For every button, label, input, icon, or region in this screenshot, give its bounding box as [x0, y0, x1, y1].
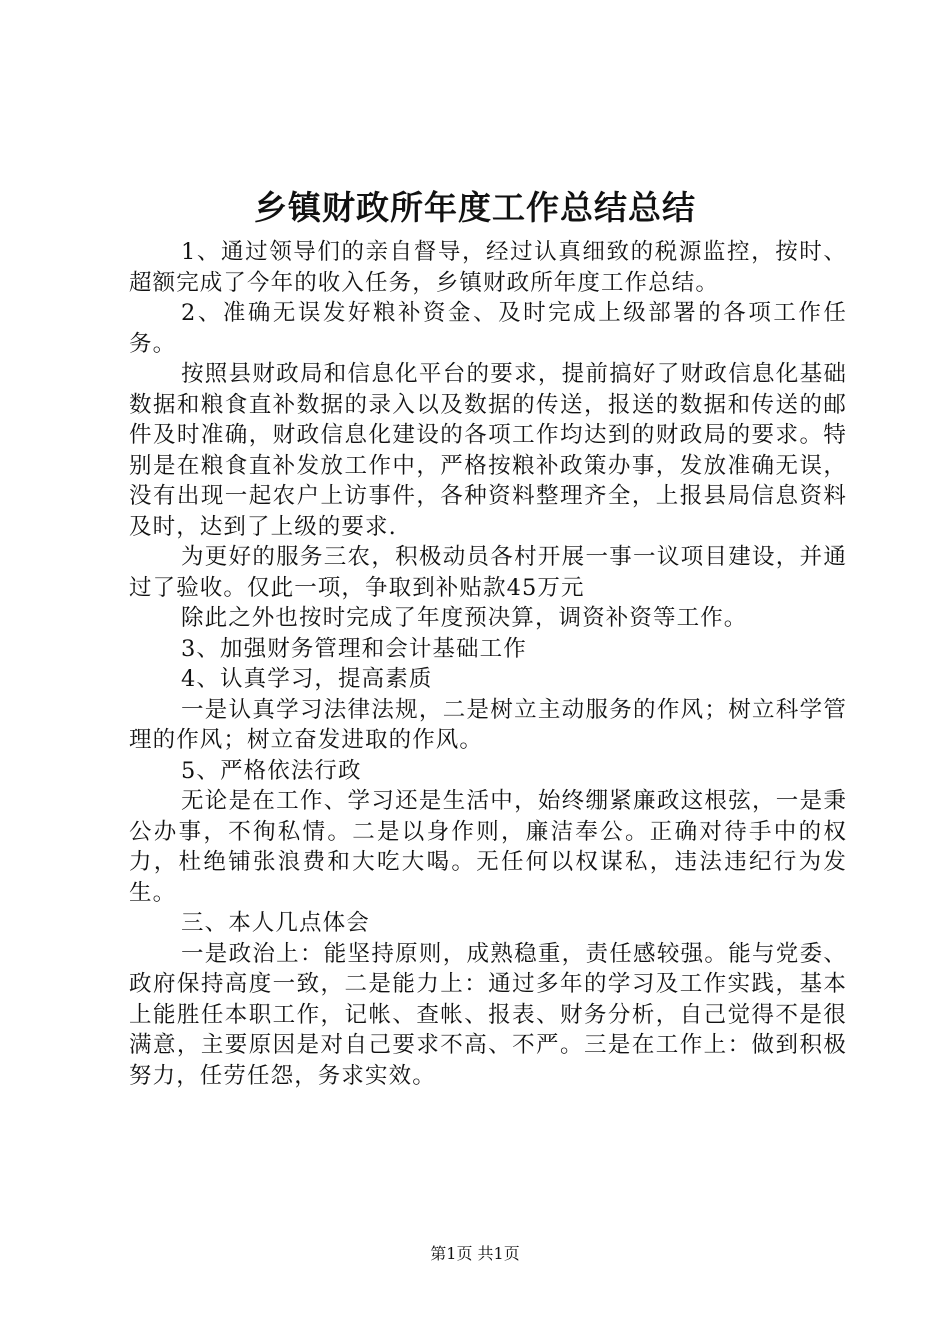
document-title: 乡镇财政所年度工作总结总结 [254, 188, 696, 227]
paragraph-6: 3、加强财务管理和会计基础工作 [181, 635, 527, 662]
paragraph-2: 2、准确无误发好粮补资金、及时完成上级部署的各项工作任务。 [129, 300, 847, 357]
paragraph-10: 无论是在工作、学习还是生活中，始终绷紧廉政这根弦，一是秉公办事，不徇私情。二是以身作则，廉洁奉公。正确对待手中的权力，杜绝铺张浪费和大吃大喝。无任何以权谋私，违法违纪行为发生。 [129, 788, 847, 906]
paragraph-9: 5、严格依法行政 [181, 757, 362, 784]
document-body [129, 237, 847, 1091]
paragraph-5: 除此之外也按时完成了年度预决算，调资补资等工作。 [181, 605, 748, 631]
paragraph-7: 4、认真学习，提高素质 [181, 666, 433, 692]
paragraph-3: 按照县财政局和信息化平台的要求，提前搞好了财政信息化基础数据和粮食直补数据的录入以及数据的传送，报送的数据和传送的邮件及时准确，财政信息化建设的各项工作均达到的财政局的要求。特别是在粮食直补发放工作中，严格按粮补政策办事，发放准确无误，没有出现一起农户上访事件，各种资料整理齐全，上报县局信息资料及时，达到了上级的要求. [129, 361, 847, 540]
paragraph-8: 一是认真学习法律法规，二是树立主动服务的作风；树立科学管理的作风；树立奋发进取的作风。 [129, 696, 847, 753]
paragraph-1: 1、通过领导们的亲自督导，经过认真细致的税源监控，按时、超额完成了今年的收入任务，乡镇财政所年度工作总结。 [129, 239, 847, 296]
paragraph-12: 一是政治上：能坚持原则，成熟稳重，责任感较强。能与党委、政府保持高度一致，二是能力上：通过多年的学习及工作实践，基本上能胜任本职工作，记帐、查帐、报表、财务分析，自己觉得不是很满意，主要原因是对自己要求不高、不严。三是在工作上：做到积极努力，任劳任怨，务求实效。 [129, 940, 847, 1089]
page-footer: 第1页 共1页 [430, 1244, 520, 1263]
paragraph-11: 三、本人几点体会 [181, 910, 370, 936]
paragraph-4: 为更好的服务三农，积极动员各村开展一事一议项目建设，并通过了验收。仅此一项，争取到补贴款45万元 [129, 544, 847, 601]
